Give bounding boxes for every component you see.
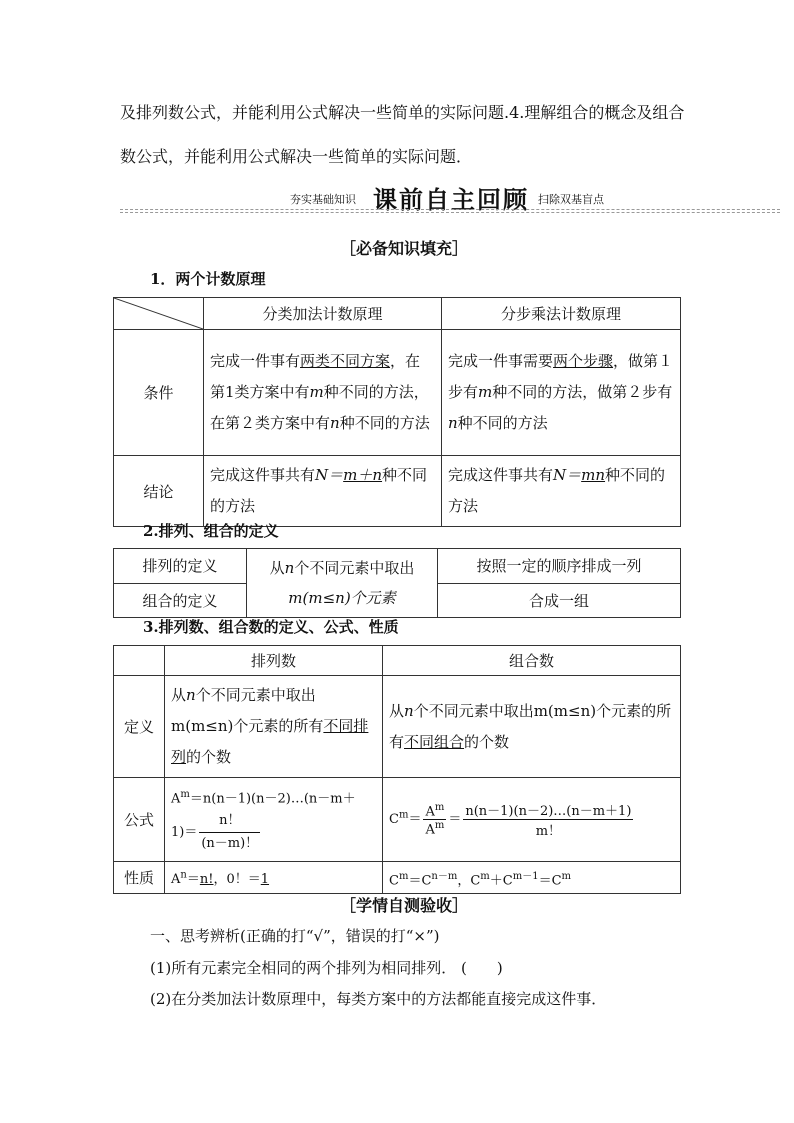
text: 完成一件事需要: [448, 352, 554, 370]
text: 的个数: [186, 748, 232, 766]
formula: N＝: [553, 466, 582, 484]
text: 种不同的方法: [448, 466, 666, 515]
combination-def-right: 合成一组: [438, 583, 681, 618]
text: 种不同的方法，做第２步有: [492, 383, 673, 401]
col-header-multiplication: 分步乘法计数原理: [442, 298, 681, 330]
table-formulas: [113, 645, 681, 894]
symbol-A: A: [425, 822, 435, 838]
text: m(m≤n)个元素: [288, 589, 396, 607]
superscript: n－m: [431, 870, 458, 882]
text: m(m≤n)个元素的所有: [389, 701, 672, 751]
superscript: m: [180, 788, 190, 800]
numerator: n！: [199, 810, 260, 833]
var-n: n: [330, 414, 340, 432]
text: 个不同元素中取出: [413, 701, 534, 720]
cell-combination-formula: [383, 778, 681, 862]
cell-addition-conclusion: [204, 456, 442, 527]
cell-permutation-definition: [165, 676, 383, 778]
banner-divider: [120, 209, 780, 210]
table-counting-principles: [113, 297, 681, 527]
diagonal-line: [114, 298, 203, 329]
var-m: m: [309, 383, 324, 401]
table-definitions: [113, 548, 681, 618]
denominator: [423, 820, 446, 837]
underlined-answer: m＋n: [343, 466, 383, 484]
cell-permutation-property: [165, 862, 383, 894]
superscript: m: [398, 870, 409, 882]
cell-select-m-of-n: [247, 549, 438, 618]
permutation-def-right: 按照一定的顺序排成一列: [438, 549, 681, 584]
underlined-answer: n!: [199, 872, 214, 887]
formula-text: ，0！＝: [213, 872, 261, 887]
formula-text: ＝C: [408, 873, 432, 889]
formula-text: ，C: [457, 873, 481, 889]
text: 种不同的方法: [339, 414, 430, 432]
denominator: m！: [535, 824, 562, 839]
text: 完成一件事有: [210, 352, 301, 370]
underlined-answer: 不同组合: [404, 732, 465, 751]
row-label-conclusion: 结论: [114, 456, 204, 527]
equals: ＝: [408, 812, 422, 827]
underlined-answer: 不同排列: [171, 717, 369, 766]
text: 种不同的方法: [210, 466, 428, 515]
var-n: n: [448, 414, 458, 432]
banner-title: 课前自主回顾: [373, 186, 529, 214]
heading-definitions: 2.排列、组合的定义: [143, 522, 279, 540]
question-1: (1)所有元素完全相同的两个排列为相同排列． ( ): [150, 959, 503, 977]
text: 种不同的方法: [457, 414, 548, 432]
formula-text: ＋C: [489, 873, 513, 889]
text: 从: [269, 559, 285, 577]
label-permutation-def: 排列的定义: [114, 549, 247, 584]
row-label-condition: 条件: [114, 330, 204, 456]
cell-addition-condition: [204, 330, 442, 456]
text: 种不同的方法，在第２类方案中有: [210, 383, 429, 432]
numerator: n(n－1)(n－2)…(n－m＋1): [463, 800, 633, 820]
superscript: m: [434, 820, 445, 831]
text: 完成这件事共有: [448, 466, 554, 484]
fraction: [199, 810, 260, 855]
row-label-formula: 公式: [114, 778, 165, 862]
section-heading-fill: ［必备知识填充］: [340, 239, 469, 258]
col-header-combination-number: 组合数: [383, 646, 681, 676]
formula-text: ＝n(n－1)(n－2)…(n－m＋: [189, 791, 356, 807]
cell-combination-definition: [383, 676, 681, 778]
denominator: (n－m)！: [201, 836, 259, 852]
col-header-addition: 分类加法计数原理: [204, 298, 442, 330]
heading-formulas: 3.排列数、组合数的定义、公式、性质: [143, 618, 399, 636]
text: 个不同元素中取出: [195, 686, 316, 704]
var-n: n: [186, 686, 196, 704]
symbol-C: C: [389, 873, 399, 889]
intro-line-2: 数公式，并能利用公式解决一些简单的实际问题．: [120, 147, 473, 166]
formula: N＝: [315, 466, 344, 484]
underlined-answer: 1: [260, 872, 270, 887]
symbol-A: A: [171, 872, 181, 887]
text: 从: [171, 686, 187, 704]
question-2: (2)在分类加法计数原理中，每类方案中的方法都能直接完成这件事．: [150, 990, 607, 1008]
equals: ＝: [186, 872, 200, 887]
formula-text: ＝C: [538, 873, 562, 889]
corner-cell: [114, 646, 165, 676]
text: 从: [389, 701, 405, 720]
intro-line-1: 及排列数公式，并能利用公式解决一些简单的实际问题.4.理解组合的概念及组合: [120, 103, 685, 122]
symbol-A: A: [171, 791, 181, 807]
text: 个不同元素中取出: [294, 559, 415, 577]
superscript: m: [398, 809, 409, 821]
var-m: m: [478, 383, 493, 401]
question-heading: 一、思考辨析(正确的打“√”，错误的打“×”): [150, 927, 440, 945]
fraction-product-over-factorial: [463, 800, 633, 839]
formula-text: 1)＝: [171, 825, 198, 841]
text: ，做第１步有: [448, 352, 674, 401]
row-label-property: 性质: [114, 862, 165, 894]
symbol-C: C: [389, 812, 399, 827]
underlined-answer: mn: [581, 466, 606, 484]
fraction-A-over-A: [423, 802, 446, 838]
cell-multiplication-condition: [442, 330, 681, 456]
text: m(m≤n)个元素的所有: [171, 717, 324, 735]
equals: ＝: [448, 812, 462, 827]
text: ，在第1类方案中有: [210, 352, 421, 401]
section-heading-test: ［学情自测验收］: [340, 896, 469, 915]
cell-combination-property: [383, 862, 681, 894]
text: 的个数: [464, 732, 510, 751]
banner-left: 夯实基础知识: [290, 193, 356, 206]
banner-right: 扫除双基盲点: [538, 193, 604, 206]
symbol-A: A: [425, 804, 435, 819]
superscript: m: [434, 801, 445, 813]
heading-counting-principles: 1．两个计数原理: [150, 270, 266, 288]
numerator: [423, 802, 446, 820]
banner-divider-2: [120, 212, 780, 213]
superscript: m－1: [512, 870, 539, 882]
superscript: m: [480, 870, 490, 882]
cell-permutation-formula: [165, 778, 383, 862]
var-n: n: [284, 559, 295, 577]
underlined-answer: 两个步骤: [553, 352, 614, 370]
label-combination-def: 组合的定义: [114, 583, 247, 618]
var-n: n: [404, 701, 414, 720]
table-corner-cell: [114, 298, 204, 330]
row-label-definition: 定义: [114, 676, 165, 778]
superscript: m: [561, 870, 572, 882]
cell-multiplication-conclusion: [442, 456, 681, 527]
superscript: n: [180, 869, 187, 881]
text: 完成这件事共有: [210, 466, 316, 484]
col-header-permutation-number: 排列数: [165, 646, 383, 676]
underlined-answer: 两类不同方案: [300, 352, 391, 370]
